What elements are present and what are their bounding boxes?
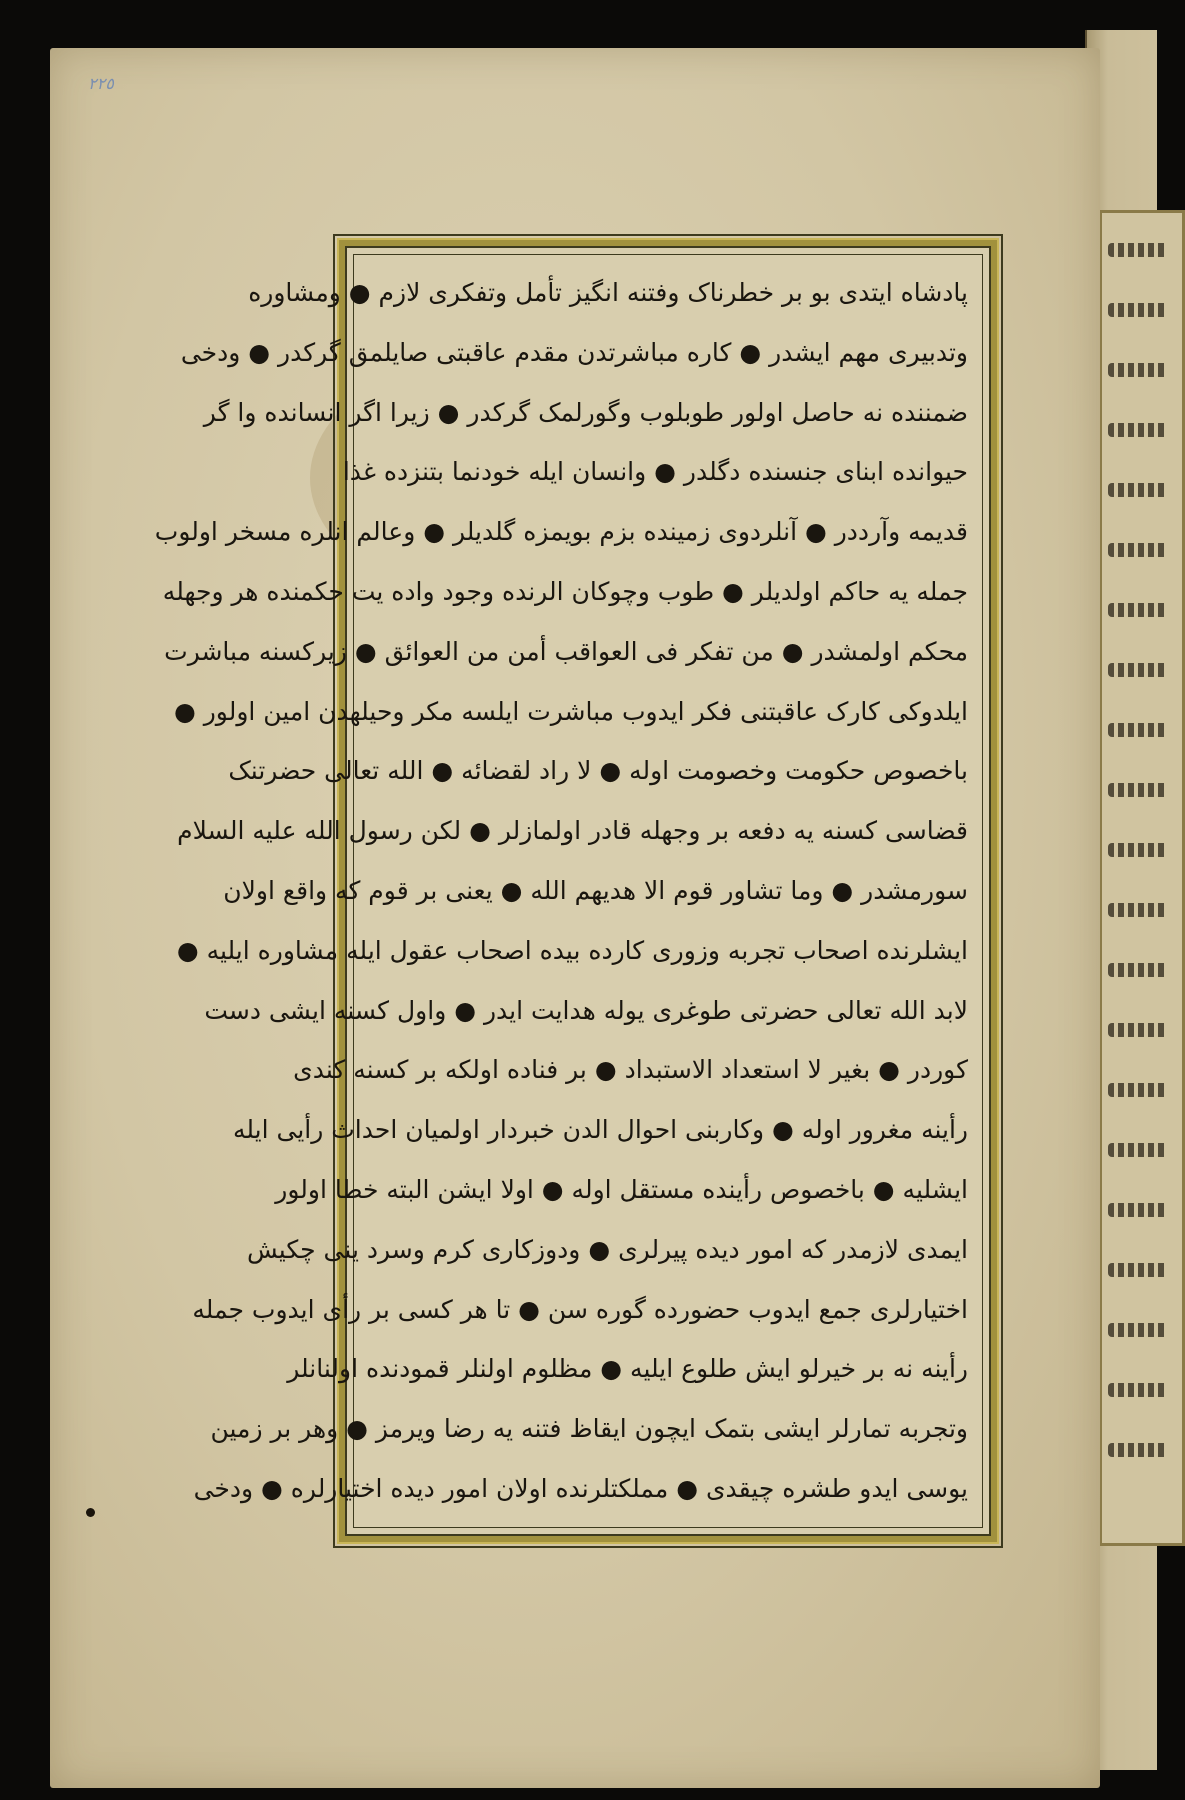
text-line: قضاسی کسنه یه دفعه بر وجهله قادر اولمازلر ● لکن رسول الله علیه السلام [177, 816, 968, 846]
adjacent-text-line [1108, 1203, 1168, 1217]
adjacent-text-line [1108, 483, 1168, 497]
adjacent-text-line [1108, 1263, 1168, 1277]
text-line: حیوانده ابنای جنسنده دگلدر ● وانسان ایله خودنما بتنزده غذا [342, 457, 968, 487]
adjacent-text-line [1108, 843, 1168, 857]
text-line: کوردر ● بغیر لا استعداد الاستبداد ● بر فناده اولکه بر کسنه کندی [293, 1055, 968, 1085]
adjacent-text-line [1108, 963, 1168, 977]
text-line: پادشاه ایتدی بو بر خطرناک وفتنه انگیز تأمل وتفکری لازم ● ومشاوره [248, 278, 968, 307]
text-line: ضمننده نه حاصل اولور طوبلوب وگورلمک گرکدر ● زیرا اگر انسانده وا گر [203, 397, 968, 427]
gold-ruling [154, 240, 997, 1542]
text-line: ایشلیه ● باخصوص رأینده مستقل اوله ● اولا ایشن البته خطا اولور [275, 1174, 968, 1204]
adjacent-text-line [1108, 363, 1168, 377]
adjacent-text-line [1108, 423, 1168, 437]
adjacent-text-line [1108, 1323, 1168, 1337]
text-line: لابد الله تعالی حضرتی طوغری یوله هدایت ایدر ● واول کسنه ایشی دست [204, 995, 968, 1025]
text-line: اختیارلری جمع ایدوب حضورده گوره سن ● تا هر کسی بر رأی ایدوب جمله [192, 1294, 968, 1324]
adjacent-text-line [1108, 303, 1168, 317]
adjacent-text-line [1108, 723, 1168, 737]
text-line: ایمدی لازمدر که امور دیده پیرلری ● ودوزکاری کرم وسرد ینی چکیش [246, 1234, 968, 1264]
paper-hole [86, 1508, 95, 1517]
adjacent-text-line [1108, 243, 1168, 257]
folio-number: ٢٢٥ [88, 74, 114, 93]
adjacent-text-line [1108, 1143, 1168, 1157]
text-line: سورمشدر ● وما تشاور قوم الا هدیهم الله ● یعنی بر قوم که واقع اولان [223, 875, 968, 905]
adjacent-text-line [1108, 663, 1168, 677]
text-line: محکم اولمشدر ● من تفکر فی العواقب أمن من العوائق ● زیرکسنه مباشرت [164, 636, 968, 666]
text-line: وتجربه تمارلر ایشی بتمک ایچون ایقاظ فتنه یه رضا ویرمز ● وهر بر زمین [210, 1414, 968, 1444]
text-line: ایلدوکی کارک عاقبتنی فکر ایدوب مباشرت ایلسه مکر وحیلهدن امین اولور ● [173, 696, 968, 726]
adjacent-page-frame [1099, 210, 1185, 1546]
adjacent-text-line [1108, 1023, 1168, 1037]
text-line: رأینه مغرور اوله ● وکاربنی احوال الدن خبردار اولمیان احداث رأیی ایله [232, 1115, 968, 1145]
text-block [154, 254, 983, 1528]
text-line: یوسی ایدو طشره چیقدی ● مملکتلرنده اولان امور دیده اختیارلره ● ودخی [193, 1473, 968, 1503]
text-line: وتدبیری مهم ایشدر ● کاره مباشرتدن مقدم عاقبتی صایلمق گرکدر ● ودخی [180, 337, 968, 367]
text-line: قدیمه وآرددر ● آنلردوی زمینده بزم بویمزه گلدیلر ● وعالم انلره مسخر اولوب [154, 517, 968, 547]
text-line: رأینه نه بر خیرلو ایش طلوع ایلیه ● مظلوم اولنلر قمودنده اولنانلر [287, 1354, 968, 1384]
text-line: جمله یه حاکم اولدیلر ● طوب وچوکان الرنده وجود واده یت حکمنده هر وجهله [162, 576, 968, 606]
text-line: باخصوص حکومت وخصومت اوله ● لا راد لقضائه ● الله تعالی حضرتنک [228, 756, 968, 786]
adjacent-text-line [1108, 1083, 1168, 1097]
adjacent-text-line [1108, 903, 1168, 917]
text-line: ایشلرنده اصحاب تجربه وزوری کارده بیده اصحاب عقول ایله مشاوره ایلیه ● [176, 935, 968, 965]
adjacent-text-line [1108, 603, 1168, 617]
adjacent-text-line [1108, 1383, 1168, 1397]
adjacent-text-line [1108, 1443, 1168, 1457]
adjacent-text-line [1108, 543, 1168, 557]
text-frame [154, 234, 1003, 1548]
adjacent-text-line [1108, 783, 1168, 797]
